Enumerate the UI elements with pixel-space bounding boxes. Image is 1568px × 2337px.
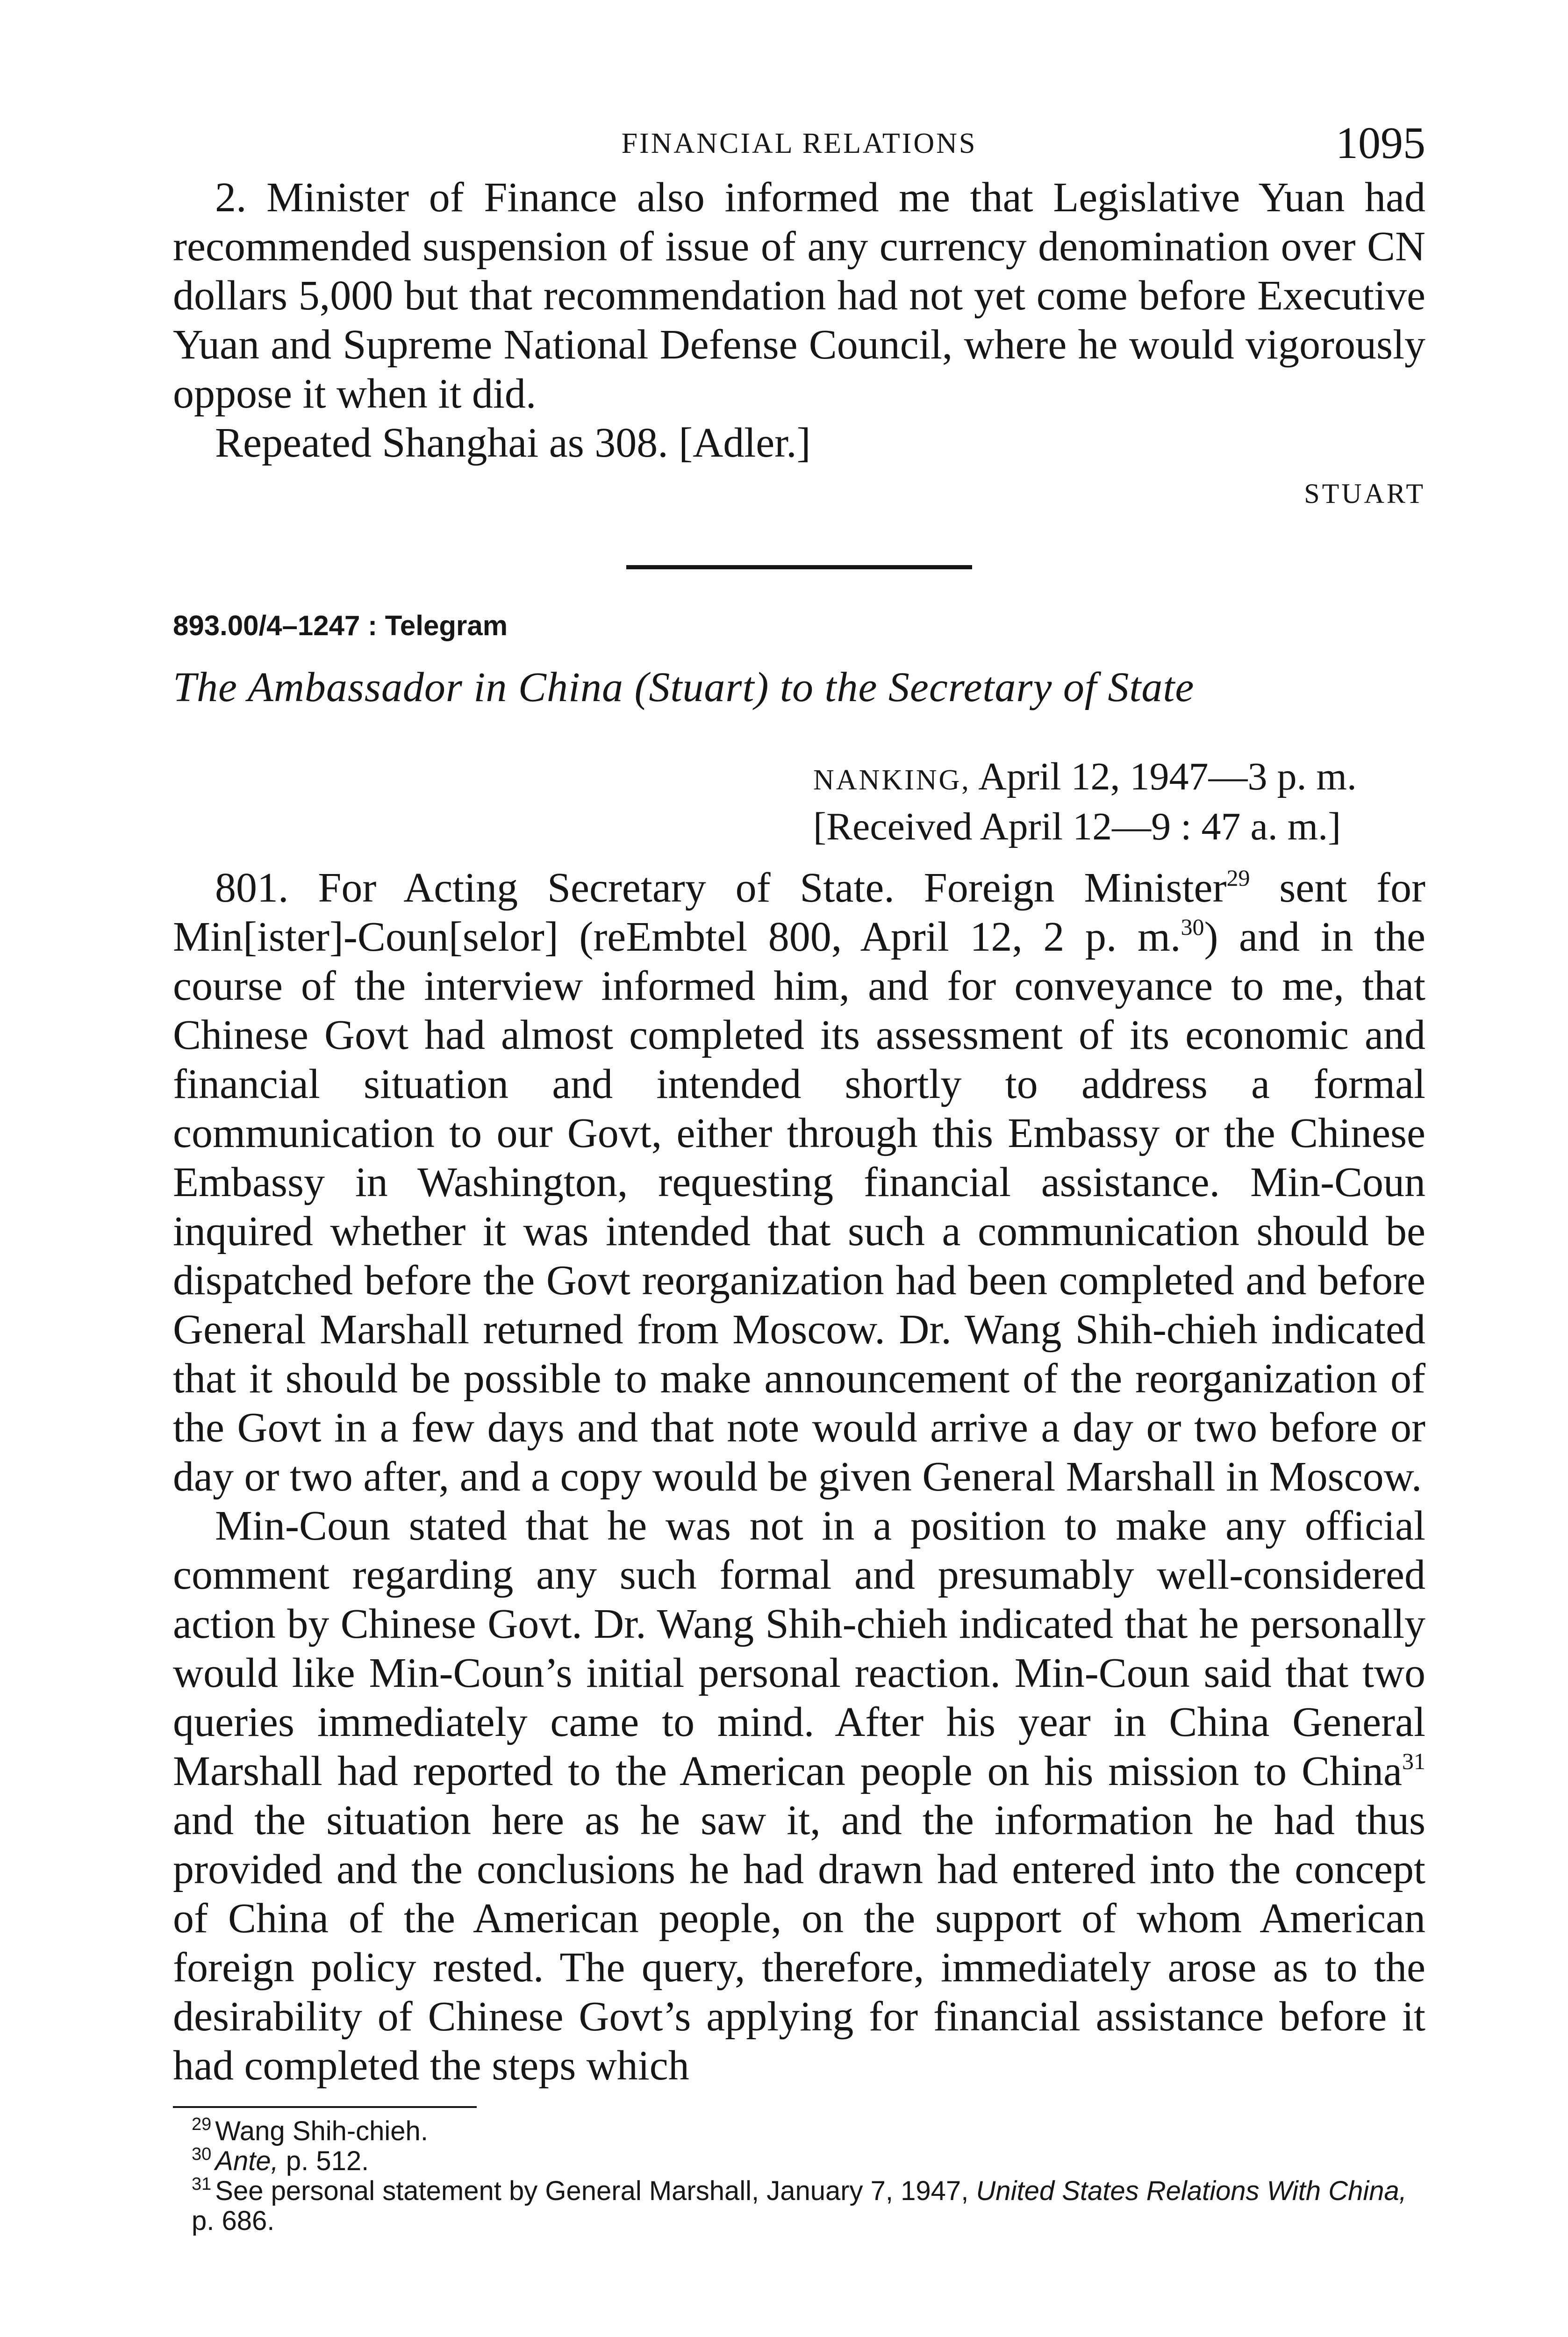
signature-stuart: STUART: [1304, 478, 1425, 509]
footnote-index: 30: [192, 2144, 212, 2164]
footnote-text: Wang Shih-chieh.: [215, 2116, 428, 2146]
footnote-index: 31: [192, 2174, 212, 2194]
place-name: NANKING,: [813, 764, 971, 796]
body-text: sent for Min[ister]-Coun[selor] (reEmbtel 800, April 12, 2 p. m.: [173, 865, 1425, 960]
footnote-31: [173, 2176, 1425, 2236]
footnote-text: See personal statement by General Marshall, January 7, 1947,: [215, 2176, 976, 2206]
footnote-29: [173, 2116, 1425, 2146]
paragraph-minister-of-finance: 2. Minister of Finance also informed me that Legislative Yuan had recommended suspension of issue of any currency denomination over CN dollars 5,000 but that recommendation had not yet come before Executive Yuan and Supreme National Defense Council, where he would vigorously oppose it when it did.: [173, 174, 1425, 417]
document-title: The Ambassador in China (Stuart) to the Secretary of State: [173, 664, 1195, 710]
body-text: 801. For Acting Secretary of State. Foreign Minister: [215, 865, 1227, 911]
received-line: [Received April 12—9 : 47 a. m.]: [813, 805, 1341, 848]
footnote-italic: Ante,: [215, 2146, 279, 2176]
page-number: 1095: [1336, 118, 1425, 168]
footnote-divider: [173, 2106, 477, 2108]
footnote-ref-30[interactable]: 30: [1181, 914, 1204, 940]
footnote-text-end: p. 686.: [192, 2206, 275, 2236]
footnote-index: 29: [192, 2115, 212, 2134]
place-date-line: [173, 753, 1425, 803]
page-header: [173, 117, 1425, 173]
footnote-30: [173, 2146, 1425, 2176]
date-line: April 12, 1947—3 p. m.: [978, 755, 1357, 798]
body-text: Min-Coun stated that he was not in a position to make any official comment regarding any such formal and presumably well-considered action by Chinese Govt. Dr. Wang Shih-chieh indicated that he personally would like Min-Coun’s initial personal reaction. Min-Coun said that two queries immediately came to mind. After his year in China General Marshall had reported to the American people on his mission to China: [173, 1503, 1425, 1794]
body-paragraph-min-coun: [173, 1501, 1425, 2090]
document-file-number: 893.00/4–1247 : Telegram: [173, 610, 508, 641]
body-text: ) and in the course of the interview informed him, and for conveyance to me, that Chinese Govt had almost completed its assessment of its economic and financial situation and intended shortly to address a formal communication to our Govt, either through this Embassy or the Chinese Embassy in Washington, requesting financial assistance. Min-Coun inquired whether it was intended that such a communication should be dispatched before the Govt reorganization had been completed and before General Marshall returned from Moscow. Dr. Wang Shih-chieh indicated that it should be possible to make announcement of the reorganization of the Govt in a few days and that note would arrive a day or two before or day or two after, and a copy would be given General Marshall in Moscow.: [173, 914, 1425, 1500]
footnote-ref-31[interactable]: 31: [1402, 1748, 1425, 1774]
body-paragraph-801: [173, 863, 1425, 1501]
footnote-italic: United States Relations With China,: [976, 2176, 1407, 2206]
footnote-ref-29[interactable]: 29: [1226, 865, 1250, 891]
running-head: FINANCIAL RELATIONS: [621, 128, 977, 159]
page: [173, 117, 1425, 2236]
repeated-line: Repeated Shanghai as 308. [Adler.]: [215, 420, 811, 466]
footnote-text: p. 512.: [278, 2146, 369, 2176]
section-divider: [626, 565, 972, 569]
body-text: and the situation here as he saw it, and the information he had thus provided and the conclusions he had drawn had entered into the concept of China of the American people, on the support of whom American foreign policy rested. The query, therefore, immediately arose as to the desirability of Chinese Govt’s applying for financial assistance before it had completed the steps which: [173, 1797, 1425, 2089]
